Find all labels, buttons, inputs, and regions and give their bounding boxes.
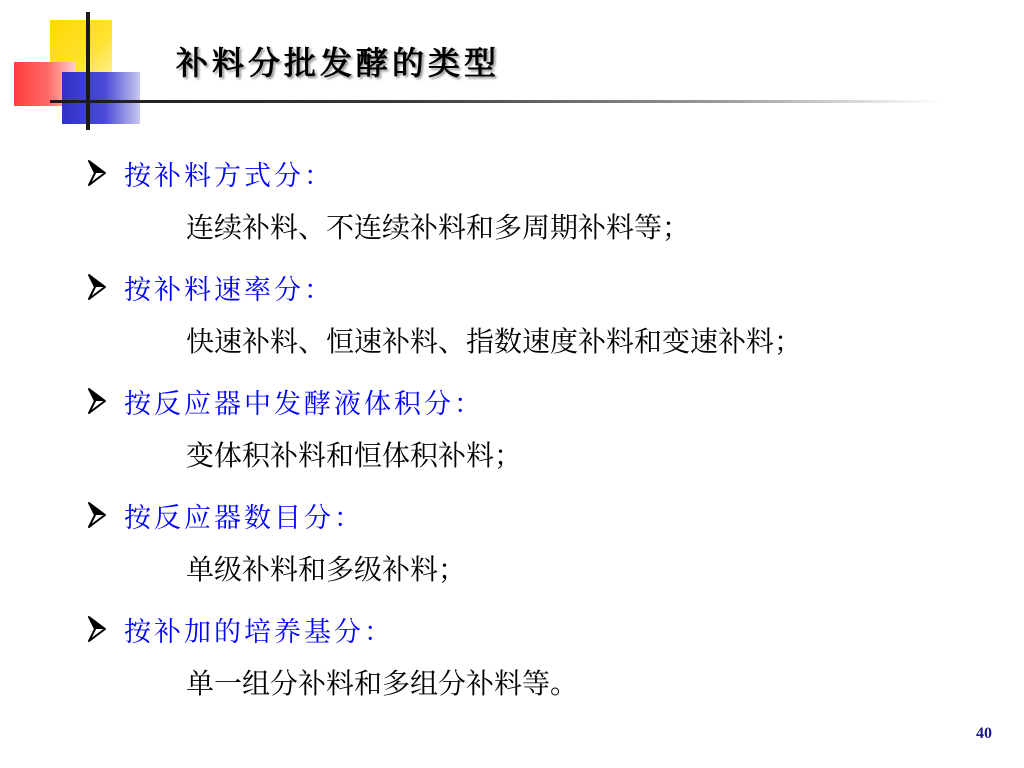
page-number: 40 xyxy=(976,725,992,742)
arrow-bullet-icon xyxy=(86,272,108,302)
item-detail: 单一组分补料和多组分补料等。 xyxy=(186,667,579,700)
item-heading: 按补料速率分： xyxy=(124,274,334,306)
item-heading: 按反应器数目分： xyxy=(124,502,364,534)
list-item xyxy=(86,150,986,264)
arrow-bullet-icon xyxy=(86,158,108,188)
list-item xyxy=(86,264,986,378)
item-detail: 变体积补料和恒体积补料； xyxy=(186,439,523,472)
list-item xyxy=(86,606,986,720)
list-item xyxy=(86,378,986,492)
logo-vertical-line xyxy=(86,12,90,130)
item-detail: 单级补料和多级补料； xyxy=(186,553,467,586)
title-underline xyxy=(50,100,940,103)
logo-blue-square xyxy=(62,72,140,124)
item-heading: 按反应器中发酵液体积分： xyxy=(124,388,484,420)
item-heading: 按补加的培养基分： xyxy=(124,616,394,648)
bullet-list xyxy=(86,150,986,720)
item-detail: 连续补料、不连续补料和多周期补料等； xyxy=(186,211,691,244)
page-title: 补料分批发酵的类型 xyxy=(176,44,501,82)
arrow-bullet-icon xyxy=(86,500,108,530)
list-item xyxy=(86,492,986,606)
arrow-bullet-icon xyxy=(86,614,108,644)
item-detail: 快速补料、恒速补料、指数速度补料和变速补料； xyxy=(186,325,803,358)
item-heading: 按补料方式分： xyxy=(124,160,334,192)
arrow-bullet-icon xyxy=(86,386,108,416)
